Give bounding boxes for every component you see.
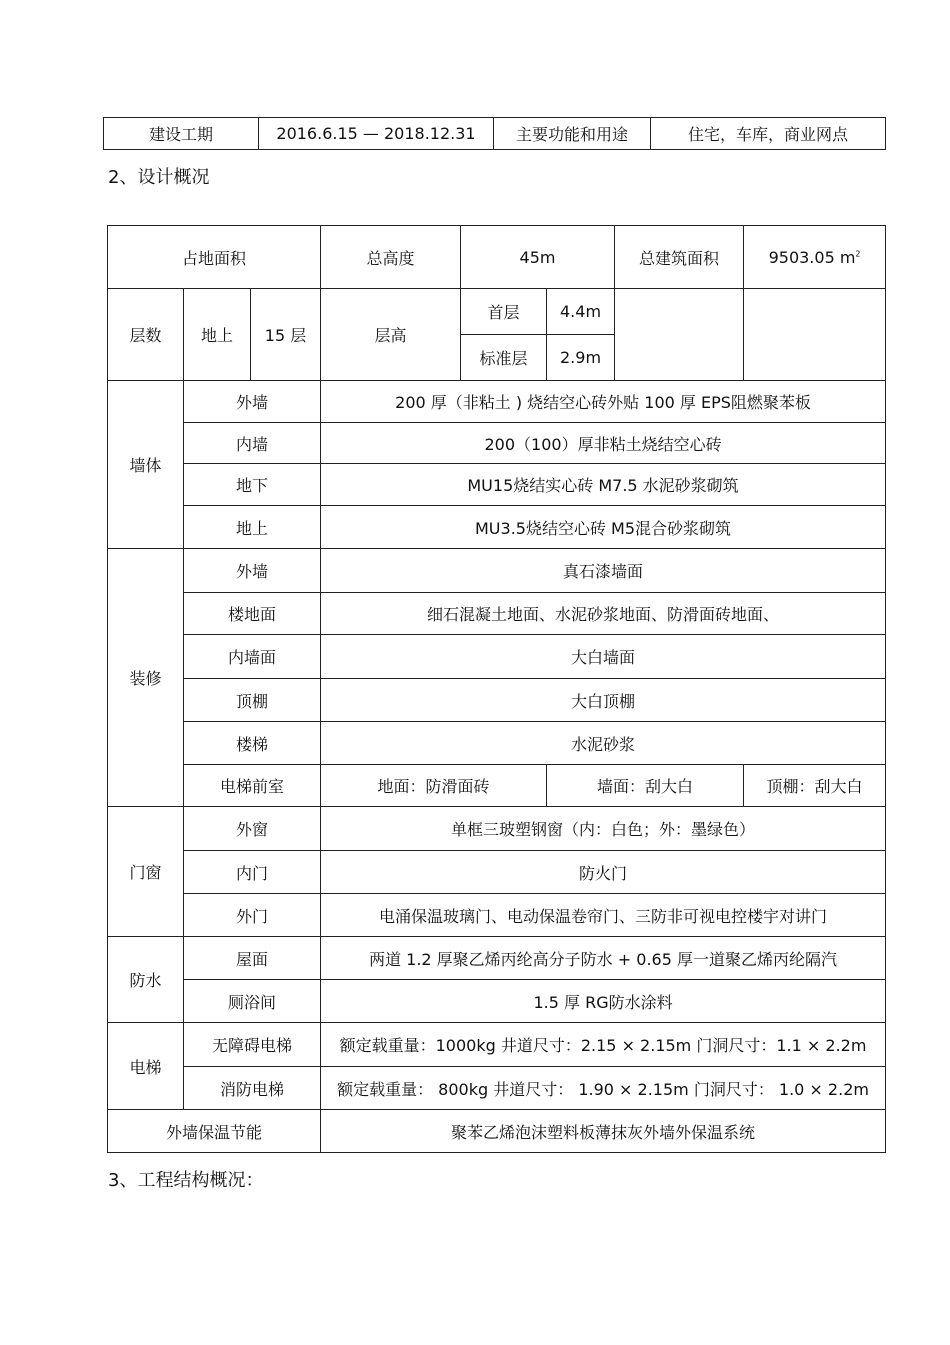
row-value: 细石混凝土地面、水泥砂浆地面、防滑面砖地面、	[321, 593, 886, 635]
table-row	[108, 549, 886, 593]
table-row	[108, 980, 886, 1023]
row-label: 楼地面	[184, 593, 321, 635]
design-overview-table	[107, 225, 886, 1153]
row-label: 外窗	[184, 807, 321, 851]
elevator-group-label: 电梯	[108, 1023, 184, 1110]
schedule-table	[103, 117, 886, 150]
std-floor-value: 2.9m	[547, 335, 615, 381]
table-row	[108, 722, 886, 765]
row-value: 200（100）厚非粘土烧结空心砖	[321, 423, 886, 464]
doors-group-label: 门窗	[108, 807, 184, 937]
table-row	[108, 679, 886, 722]
land-area-label: 占地面积	[108, 226, 321, 289]
row-value: 大白墙面	[321, 635, 886, 679]
table-row	[108, 937, 886, 980]
storey-height-label: 层高	[321, 289, 461, 381]
row-label: 厕浴间	[184, 980, 321, 1023]
above-ground-value: 15 层	[251, 289, 321, 381]
row-value: 电涌保温玻璃门、电动保温卷帘门、三防非可视电控楼宇对讲门	[321, 894, 886, 937]
section-3-title: 3、工程结构概况：	[108, 1170, 264, 1191]
gfa-value-text: 9503.05 m	[768, 247, 856, 267]
table-row	[108, 226, 886, 289]
row-label: 外墙	[184, 381, 321, 423]
row-label: 消防电梯	[184, 1067, 321, 1110]
row-value: 真石漆墙面	[321, 549, 886, 593]
row-value: 大白顶棚	[321, 679, 886, 722]
height-label: 总高度	[321, 226, 461, 289]
row-value: MU15烧结实心砖 M7.5 水泥砂浆砌筑	[321, 464, 886, 506]
above-ground-label: 地上	[184, 289, 251, 381]
lobby-label: 电梯前室	[184, 765, 321, 807]
table-row	[108, 1023, 886, 1067]
table-row	[108, 894, 886, 937]
lobby-wall: 墙面：刮大白	[547, 765, 744, 807]
row-label: 顶棚	[184, 679, 321, 722]
row-label: 楼梯	[184, 722, 321, 765]
table-row	[108, 807, 886, 851]
use-label: 主要功能和用途	[494, 118, 651, 150]
insulation-label: 外墙保温节能	[108, 1110, 321, 1153]
row-label: 外墙	[184, 549, 321, 593]
gfa-value	[744, 226, 886, 289]
empty-cell	[744, 289, 886, 381]
gfa-unit-sup: 2	[855, 249, 861, 259]
use-value: 住宅，车库，商业网点	[651, 118, 886, 150]
row-value: 额定载重量：1000kg 井道尺寸：2.15 × 2.15m 门洞尺寸：1.1 × 2.2m	[321, 1023, 886, 1067]
period-label: 建设工期	[104, 118, 259, 150]
table-row	[108, 464, 886, 506]
first-floor-value: 4.4m	[547, 289, 615, 335]
row-value: 200 厚（非粘土 ) 烧结空心砖外贴 100 厚 EPS阻燃聚苯板	[321, 381, 886, 423]
schedule-row	[104, 118, 886, 150]
row-value: MU3.5烧结空心砖 M5混合砂浆砌筑	[321, 506, 886, 549]
table-row	[108, 593, 886, 635]
waterproof-group-label: 防水	[108, 937, 184, 1023]
wall-group-label: 墙体	[108, 381, 184, 549]
row-label: 内墙面	[184, 635, 321, 679]
insulation-value: 聚苯乙烯泡沫塑料板薄抹灰外墙外保温系统	[321, 1110, 886, 1153]
table-row	[108, 1067, 886, 1110]
floors-label: 层数	[108, 289, 184, 381]
table-row	[108, 381, 886, 423]
table-row	[108, 635, 886, 679]
row-label: 无障碍电梯	[184, 1023, 321, 1067]
period-value: 2016.6.15 — 2018.12.31	[259, 118, 494, 150]
row-label: 地下	[184, 464, 321, 506]
gfa-label: 总建筑面积	[615, 226, 744, 289]
row-value: 单框三玻塑钢窗（内：白色；外：墨绿色）	[321, 807, 886, 851]
std-floor-label: 标准层	[461, 335, 547, 381]
section-2-title: 2、设计概况	[108, 167, 210, 188]
row-label: 内墙	[184, 423, 321, 464]
table-row	[108, 765, 886, 807]
height-value: 45m	[461, 226, 615, 289]
lobby-ceiling: 顶棚：刮大白	[744, 765, 886, 807]
lobby-floor: 地面：防滑面砖	[321, 765, 547, 807]
table-row	[108, 851, 886, 894]
row-value: 防火门	[321, 851, 886, 894]
row-value: 1.5 厚 RG防水涂料	[321, 980, 886, 1023]
row-value: 两道 1.2 厚聚乙烯丙纶高分子防水 + 0.65 厚一道聚乙烯丙纶隔汽	[321, 937, 886, 980]
table-row	[108, 423, 886, 464]
row-value: 水泥砂浆	[321, 722, 886, 765]
row-label: 外门	[184, 894, 321, 937]
table-row	[108, 1110, 886, 1153]
row-label: 地上	[184, 506, 321, 549]
row-label: 屋面	[184, 937, 321, 980]
row-value: 额定载重量： 800kg 井道尺寸： 1.90 × 2.15m 门洞尺寸： 1.0 × 2.2m	[321, 1067, 886, 1110]
empty-cell	[615, 289, 744, 381]
row-label: 内门	[184, 851, 321, 894]
table-row	[108, 506, 886, 549]
first-floor-label: 首层	[461, 289, 547, 335]
table-row	[108, 289, 886, 335]
decor-group-label: 装修	[108, 549, 184, 807]
